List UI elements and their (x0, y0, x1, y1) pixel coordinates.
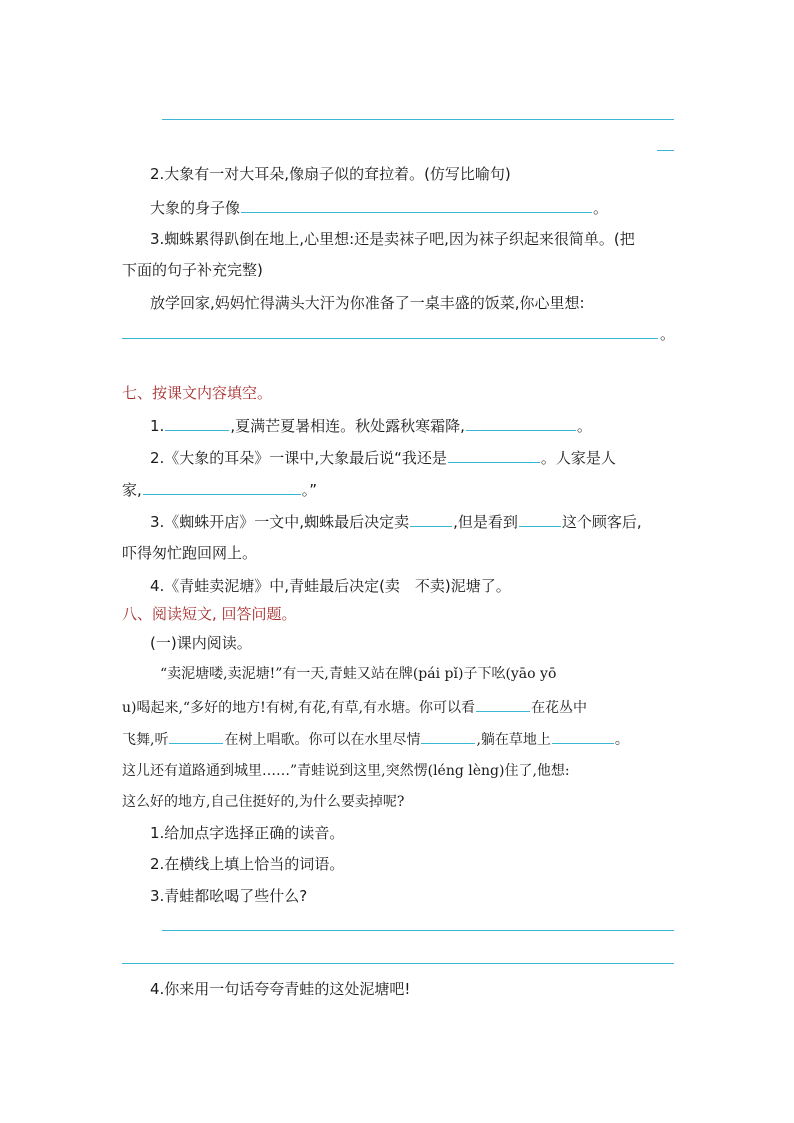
passage-line-4: 这儿还有道路通到城里……”青蛙说到这里,突然愣(léng lèng)住了,他想: (122, 763, 570, 779)
question-8-3: 3.青蛙都吆喝了些什么? (150, 887, 308, 905)
passage-line-5: 这么好的地方,自己住挺好的,为什么要卖掉呢? (122, 794, 405, 810)
question-8-1: 1.给加点字选择正确的读音。 (150, 824, 345, 842)
question-6-3-cont: 下面的句子补充完整) (122, 261, 263, 279)
question-6-3-prompt: 放学回家,妈妈忙得满头大汗为你准备了一桌丰盛的饭菜,你心里想: (150, 294, 585, 312)
question-7-3: 3.《蜘蛛开店》一文中,蜘蛛最后决定卖 ,但是看到 这个顾客后, (150, 510, 642, 533)
answer-blank[interactable] (552, 727, 614, 744)
answer-line (162, 119, 674, 120)
answer-prefix: 大象的身子像 (150, 199, 241, 217)
answer-blank[interactable] (519, 510, 561, 527)
answer-line[interactable] (122, 963, 674, 964)
answer-blank[interactable] (143, 478, 301, 495)
question-7-4: 4.《青蛙卖泥塘》中,青蛙最后决定(卖 不卖)泥塘了。 (150, 577, 511, 595)
passage-line-2: u)喝起来,“多好的地方!有树,有花,有草,有水塘。你可以看 在花丛中 (122, 695, 587, 719)
question-6-2: 2.大象有一对大耳朵,像扇子似的耷拉着。(仿写比喻句) (150, 165, 511, 183)
question-7-3-cont: 吓得匆忙跑回网上。 (122, 544, 258, 562)
passage-line-3: 飞舞,听 在树上唱歌。你可以在水里尽情 ,躺在草地上 。 (122, 727, 629, 751)
question-8-4: 4.你来用一句话夸夸青蛙的这处泥塘吧! (150, 980, 411, 998)
section-8-title: 八、阅读短文, 回答问题。 (122, 605, 297, 623)
question-6-3: 3.蜘蛛累得趴倒在地上,心里想:还是卖袜子吧,因为袜子织起来很简单。(把 (150, 230, 635, 248)
answer-line-short (657, 150, 674, 151)
answer-blank[interactable] (421, 727, 475, 744)
answer-blank[interactable] (165, 414, 229, 431)
answer-blank[interactable] (476, 695, 530, 712)
question-7-1: 1. ,夏满芒夏暑相连。秋处露秋寒霜降, 。 (150, 414, 592, 437)
answer-end: 。 (660, 325, 676, 343)
question-7-2-cont: 家, 。” (122, 478, 317, 501)
answer-blank[interactable] (169, 727, 223, 744)
section-7-title: 七、按课文内容填空。 (122, 384, 273, 402)
answer-line[interactable] (162, 930, 674, 931)
passage-line-1: “卖泥塘喽,卖泥塘!”有一天,青蛙又站在牌(pái pǐ)子下吆(yāo yō (160, 666, 557, 682)
question-7-2: 2.《大象的耳朵》一课中,大象最后说“我还是 。人家是人 (150, 446, 616, 469)
answer-blank[interactable] (241, 196, 592, 213)
answer-blank[interactable] (466, 414, 576, 431)
answer-blank[interactable] (410, 510, 452, 527)
subsection-title: (一)课内阅读。 (150, 634, 252, 652)
answer-blank[interactable] (448, 446, 540, 463)
question-6-2-answer: 大象的身子像 。 (150, 196, 608, 219)
question-8-2: 2.在横线上填上恰当的词语。 (150, 855, 345, 873)
answer-line[interactable] (122, 338, 658, 339)
